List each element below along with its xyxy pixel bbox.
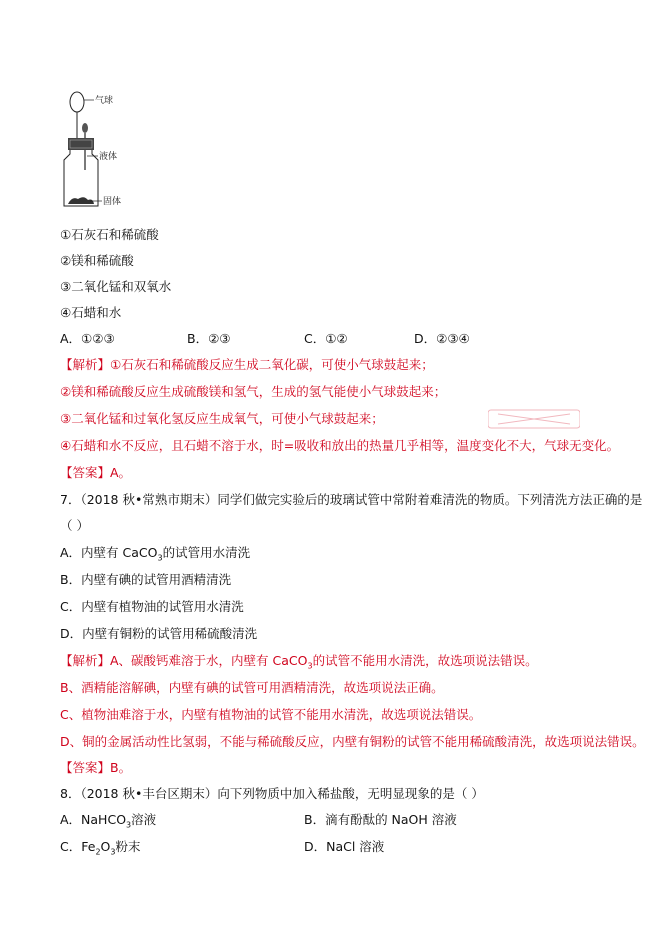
- q7-option-b: B．内壁有碘的试管用酒精清洗: [60, 572, 232, 587]
- q7-stem: 7．（2018 秋•常熟市期末）同学们做完实验后的玻璃试管中常附着难清洗的物质。下列清洗方法正确的是: [60, 492, 643, 507]
- dropper-bulb: [82, 123, 88, 133]
- q7-paren: （ ）: [60, 518, 89, 533]
- q6-item-3: ③二氧化锰和双氧水: [60, 279, 172, 294]
- label-liquid: 液体: [99, 152, 118, 162]
- q6-option-c: C．①②: [304, 331, 348, 346]
- q6-item-4: ④石蜡和水: [60, 305, 122, 320]
- q6-analysis-3: ③二氧化锰和过氧化氢反应生成氧气，可使小气球鼓起来；: [60, 411, 384, 426]
- apparatus-diagram: [58, 88, 168, 216]
- label-solid: 固体: [103, 197, 122, 207]
- q7-answer: 【答案】B。: [60, 760, 132, 775]
- q6-item-2: ②镁和稀硫酸: [60, 253, 134, 268]
- q8-option-c: C．$Fe_2O_3$粉末: [60, 839, 141, 857]
- q6-answer: 【答案】A。: [60, 465, 132, 480]
- label-balloon: 气球: [95, 96, 114, 106]
- q7-option-d: D．内壁有铜粉的试管用稀硫酸清洗: [60, 626, 258, 641]
- q7-analysis-d: D、铜的金属活动性比氢弱，不能与稀硫酸反应，内壁有铜粉的试管不能用稀硫酸清洗，故选项说法错误。: [60, 734, 645, 749]
- q7-analysis-a: 【解析】A、碳酸钙难溶于水，内壁有 CaCO$_3$的试管不能用水清洗，故选项说法错误。: [60, 653, 538, 671]
- q6-analysis-2: ②镁和稀硫酸反应生成硫酸镁和氢气，生成的氢气能使小气球鼓起来；: [60, 384, 447, 399]
- q8-option-a: A．NaHCO$_3$溶液: [60, 812, 157, 830]
- q7-analysis-c: C、植物油难溶于水，内壁有植物油的试管不能用水清洗，故选项说法错误。: [60, 707, 482, 722]
- q6-item-1: ①石灰石和稀硫酸: [60, 227, 159, 242]
- solid: [68, 197, 94, 204]
- q7-option-a: A．内壁有 CaCO$_3$的试管用水清洗: [60, 545, 251, 563]
- q7-analysis-b: B、酒精能溶解碘，内壁有碘的试管可用酒精清洗，故选项说法正确。: [60, 680, 444, 695]
- q8-option-b: B．滴有酚酞的 NaOH 溶液: [304, 812, 457, 827]
- q6-analysis-4: ④石蜡和水不反应，且石蜡不溶于水，时=吸收和放出的热量几乎相等，温度变化不大，气球无变化。: [60, 438, 620, 453]
- q7-option-c: C．内壁有植物油的试管用水清洗: [60, 599, 244, 614]
- q6-option-d: D．②③④: [414, 331, 470, 346]
- watermark-logo: [488, 408, 580, 430]
- q6-option-a: A．①②③: [60, 331, 115, 346]
- q6-option-b: B．②③: [187, 331, 231, 346]
- q8-stem: 8．（2018 秋•丰台区期末）向下列物质中加入稀盐酸，无明显现象的是（ ）: [60, 786, 484, 801]
- balloon: [70, 92, 84, 112]
- q6-analysis-1: 【解析】①石灰石和稀硫酸反应生成二氧化碳，可使小气球鼓起来；: [60, 357, 434, 372]
- q8-option-d: D．NaCl 溶液: [304, 839, 385, 854]
